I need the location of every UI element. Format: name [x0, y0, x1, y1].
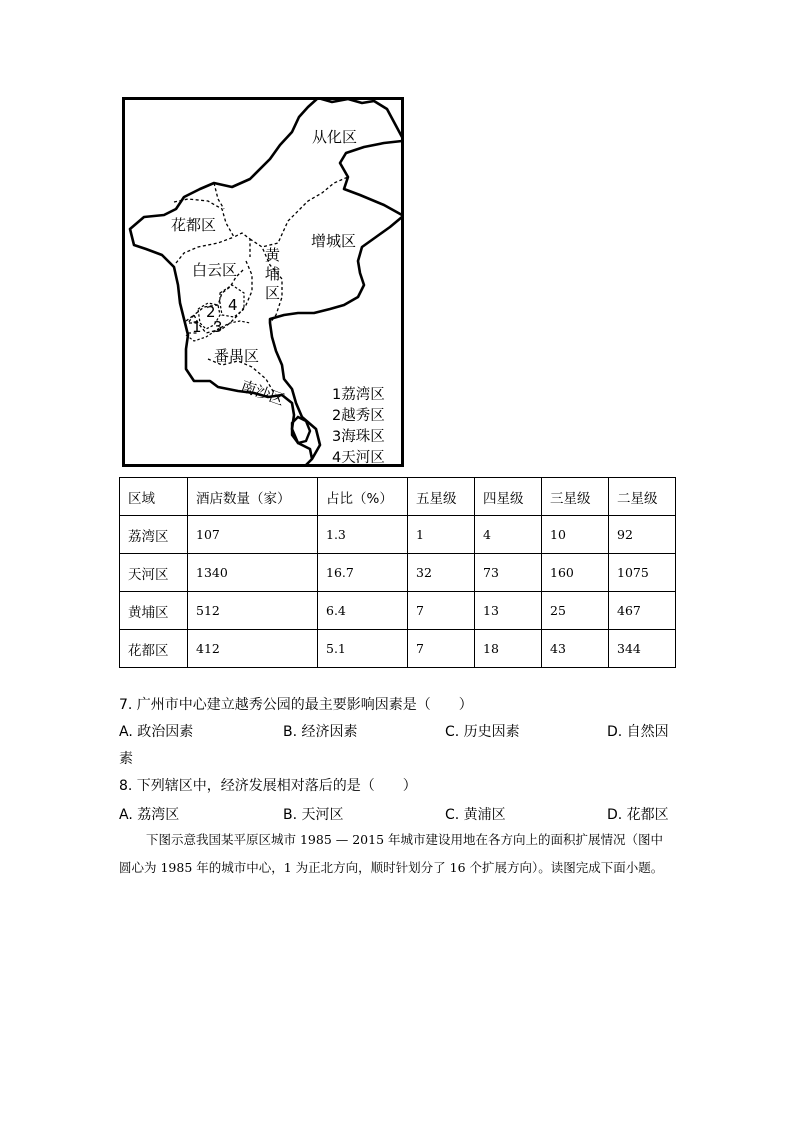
table-cell: 344: [609, 630, 676, 668]
table-cell: 花都区: [120, 630, 188, 668]
question-7-stem: 7. 广州市中心建立越秀公园的最主要影响因素是（ ）: [119, 697, 473, 713]
header-cell: 五星级: [408, 478, 475, 516]
question-7-option-b[interactable]: B. 经济因素: [283, 724, 358, 740]
question-7-option-d[interactable]: D. 自然因: [607, 724, 669, 740]
header-cell: 区域: [120, 478, 188, 516]
table-row: [120, 630, 676, 668]
table-cell: 16.7: [318, 554, 408, 592]
table-cell: 25: [542, 592, 609, 630]
intro-paragraph: 下图示意我国某平原区城市 1985 — 2015 年城市建设用地在各方向上的面积扩展情况（图中圆心为 1985 年的城市中心，1 为正北方向，顺时针划分了 16 个扩展方向）。读图完成下面小题。: [119, 832, 664, 875]
legend-item: 3海珠区: [332, 429, 385, 445]
question-8-option-b[interactable]: B. 天河区: [283, 807, 344, 823]
label-district-4: 4: [228, 296, 238, 314]
table-cell: 6.4: [318, 592, 408, 630]
table-cell: 92: [609, 516, 676, 554]
table-cell: 73: [475, 554, 542, 592]
table-cell: 天河区: [120, 554, 188, 592]
table-cell: 512: [188, 592, 318, 630]
hotel-statistics-table: [119, 477, 676, 668]
table-cell: 10: [542, 516, 609, 554]
label-conghua: 从化区: [312, 128, 358, 146]
table-cell: 7: [408, 630, 475, 668]
question-8-option-c[interactable]: C. 黄浦区: [445, 807, 506, 823]
question-7-option-d-wrap: 素: [119, 751, 133, 767]
table-row: [120, 592, 676, 630]
table-cell: 467: [609, 592, 676, 630]
table-cell: 160: [542, 554, 609, 592]
question-8-stem: 8. 下列辖区中，经济发展相对落后的是（ ）: [119, 778, 417, 794]
table-cell: 1075: [609, 554, 676, 592]
legend-item: 4天河区: [332, 450, 385, 466]
table-cell: 1340: [188, 554, 318, 592]
header-cell: 二星级: [609, 478, 676, 516]
legend-item: 1荔湾区: [332, 387, 385, 403]
map-legend: [332, 385, 385, 469]
table-cell: 1: [408, 516, 475, 554]
header-cell: 占比（%）: [318, 478, 408, 516]
question-8-option-a[interactable]: A. 荔湾区: [119, 807, 180, 823]
table-cell: 1.3: [318, 516, 408, 554]
label-huadu: 花都区: [171, 216, 217, 234]
label-panyu: 番禺区: [214, 347, 260, 365]
legend-item: 2越秀区: [332, 408, 385, 424]
question-8-option-d[interactable]: D. 花都区: [607, 807, 669, 823]
header-cell: 三星级: [542, 478, 609, 516]
label-district-2: 2: [206, 303, 216, 321]
label-huangpu-1: 黄: [265, 246, 281, 264]
header-cell: 四星级: [475, 478, 542, 516]
table-cell: 18: [475, 630, 542, 668]
label-baiyun: 白云区: [192, 261, 238, 279]
table-row: [120, 554, 676, 592]
header-cell: 酒店数量（家）: [188, 478, 318, 516]
table-cell: 黄埔区: [120, 592, 188, 630]
table-cell: 32: [408, 554, 475, 592]
table-cell: 13: [475, 592, 542, 630]
label-huangpu-3: 区: [265, 284, 281, 302]
table-cell: 7: [408, 592, 475, 630]
label-zengcheng: 增城区: [311, 232, 357, 250]
table-cell: 4: [475, 516, 542, 554]
table-row: [120, 516, 676, 554]
label-district-3: 3: [213, 318, 223, 336]
table-header-row: [120, 478, 676, 516]
label-nansha: 南沙区: [238, 376, 287, 410]
question-7-option-a[interactable]: A. 政治因素: [119, 724, 194, 740]
label-district-1: 1: [192, 318, 202, 336]
table-cell: 5.1: [318, 630, 408, 668]
table-cell: 412: [188, 630, 318, 668]
label-huangpu-2: 埔: [265, 265, 281, 283]
question-7-option-c[interactable]: C. 历史因素: [445, 724, 520, 740]
table-cell: 107: [188, 516, 318, 554]
table-cell: 43: [542, 630, 609, 668]
table-cell: 荔湾区: [120, 516, 188, 554]
